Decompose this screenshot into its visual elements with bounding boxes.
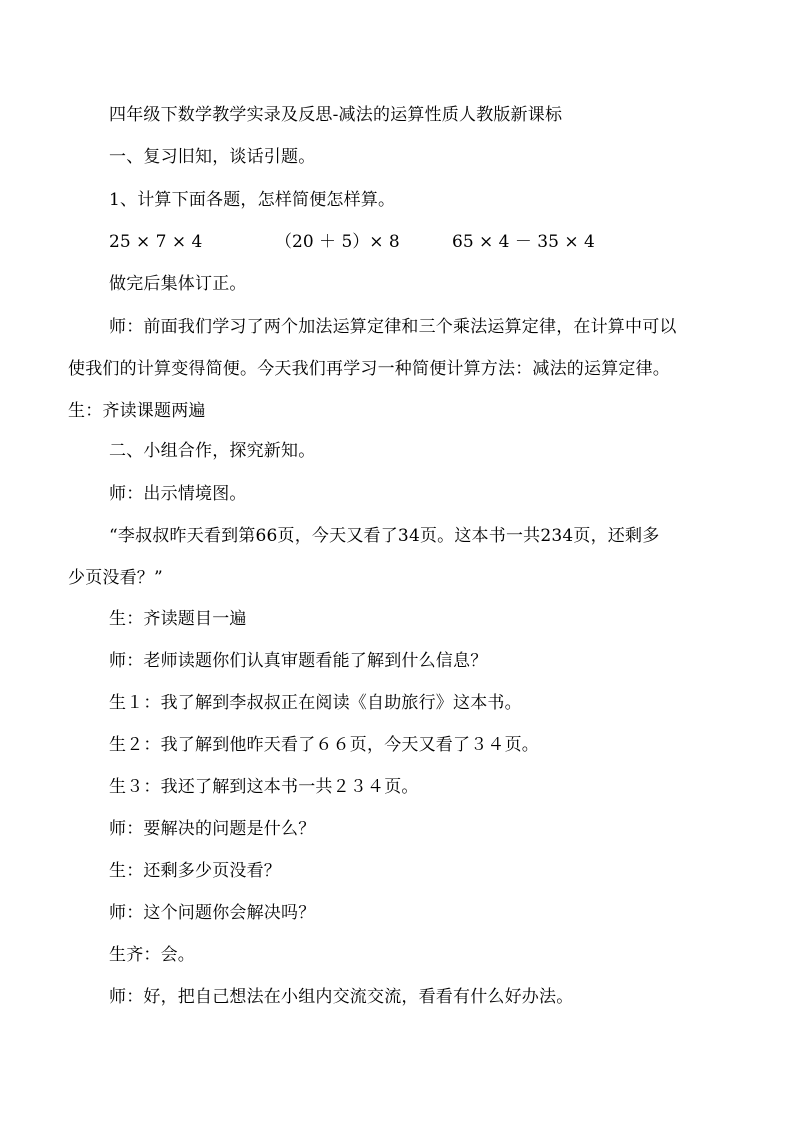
math-expression-1: 25 × 7 × 4 xyxy=(109,232,203,252)
teacher-line-question: 师：要解决的问题是什么？ xyxy=(109,819,316,839)
paragraph-correction: 做完后集体订正。 xyxy=(109,274,247,294)
student-3-answer: 生３：我还了解到这本书一共２３４页。 xyxy=(109,777,419,797)
teacher-line-show-picture: 师：出示情境图。 xyxy=(109,484,247,504)
problem-text-1: “李叔叔昨天看到第66页，今天又看了34页。这本书一共234页，还剩多 xyxy=(109,526,660,546)
document-title: 四年级下数学教学实录及反思-减法的运算性质人教版新课标 xyxy=(109,105,563,125)
teacher-line-discuss: 师：好，把自己想法在小组内交流交流，看看有什么好办法。 xyxy=(109,987,574,1007)
exercise-instruction: 1、计算下面各题，怎样简便怎样算。 xyxy=(109,190,396,210)
students-line-yes: 生齐：会。 xyxy=(109,945,195,965)
student-1-answer: 生１：我了解到李叔叔正在阅读《自助旅行》这本书。 xyxy=(109,693,522,713)
math-expression-3: 65 × 4 － 35 × 4 xyxy=(452,232,595,252)
teacher-line-intro-2: 使我们的计算变得简便。今天我们再学习一种简便计算方法：减法的运算定律。 xyxy=(68,359,670,379)
math-expression-2: （20 ＋ 5）× 8 xyxy=(275,232,400,252)
student-line-read-title: 生：齐读课题两遍 xyxy=(68,401,206,421)
student-line-read-problem: 生：齐读题目一遍 xyxy=(109,609,247,629)
teacher-line-ask-info: 师：老师读题你们认真审题看能了解到什么信息？ xyxy=(109,651,488,671)
teacher-line-intro-1: 师：前面我们学习了两个加法运算定律和三个乘法运算定律，在计算中可以 xyxy=(109,317,677,337)
section-heading-review: 一、复习旧知，谈话引题。 xyxy=(109,147,316,167)
problem-text-2: 少页没看？” xyxy=(68,568,163,588)
student-2-answer: 生２：我了解到他昨天看了６６页，今天又看了３４页。 xyxy=(109,735,539,755)
teacher-line-can-solve: 师：这个问题你会解决吗？ xyxy=(109,903,316,923)
student-line-answer: 生：还剩多少页没看？ xyxy=(109,861,281,881)
section-heading-group-work: 二、小组合作，探究新知。 xyxy=(109,441,316,461)
